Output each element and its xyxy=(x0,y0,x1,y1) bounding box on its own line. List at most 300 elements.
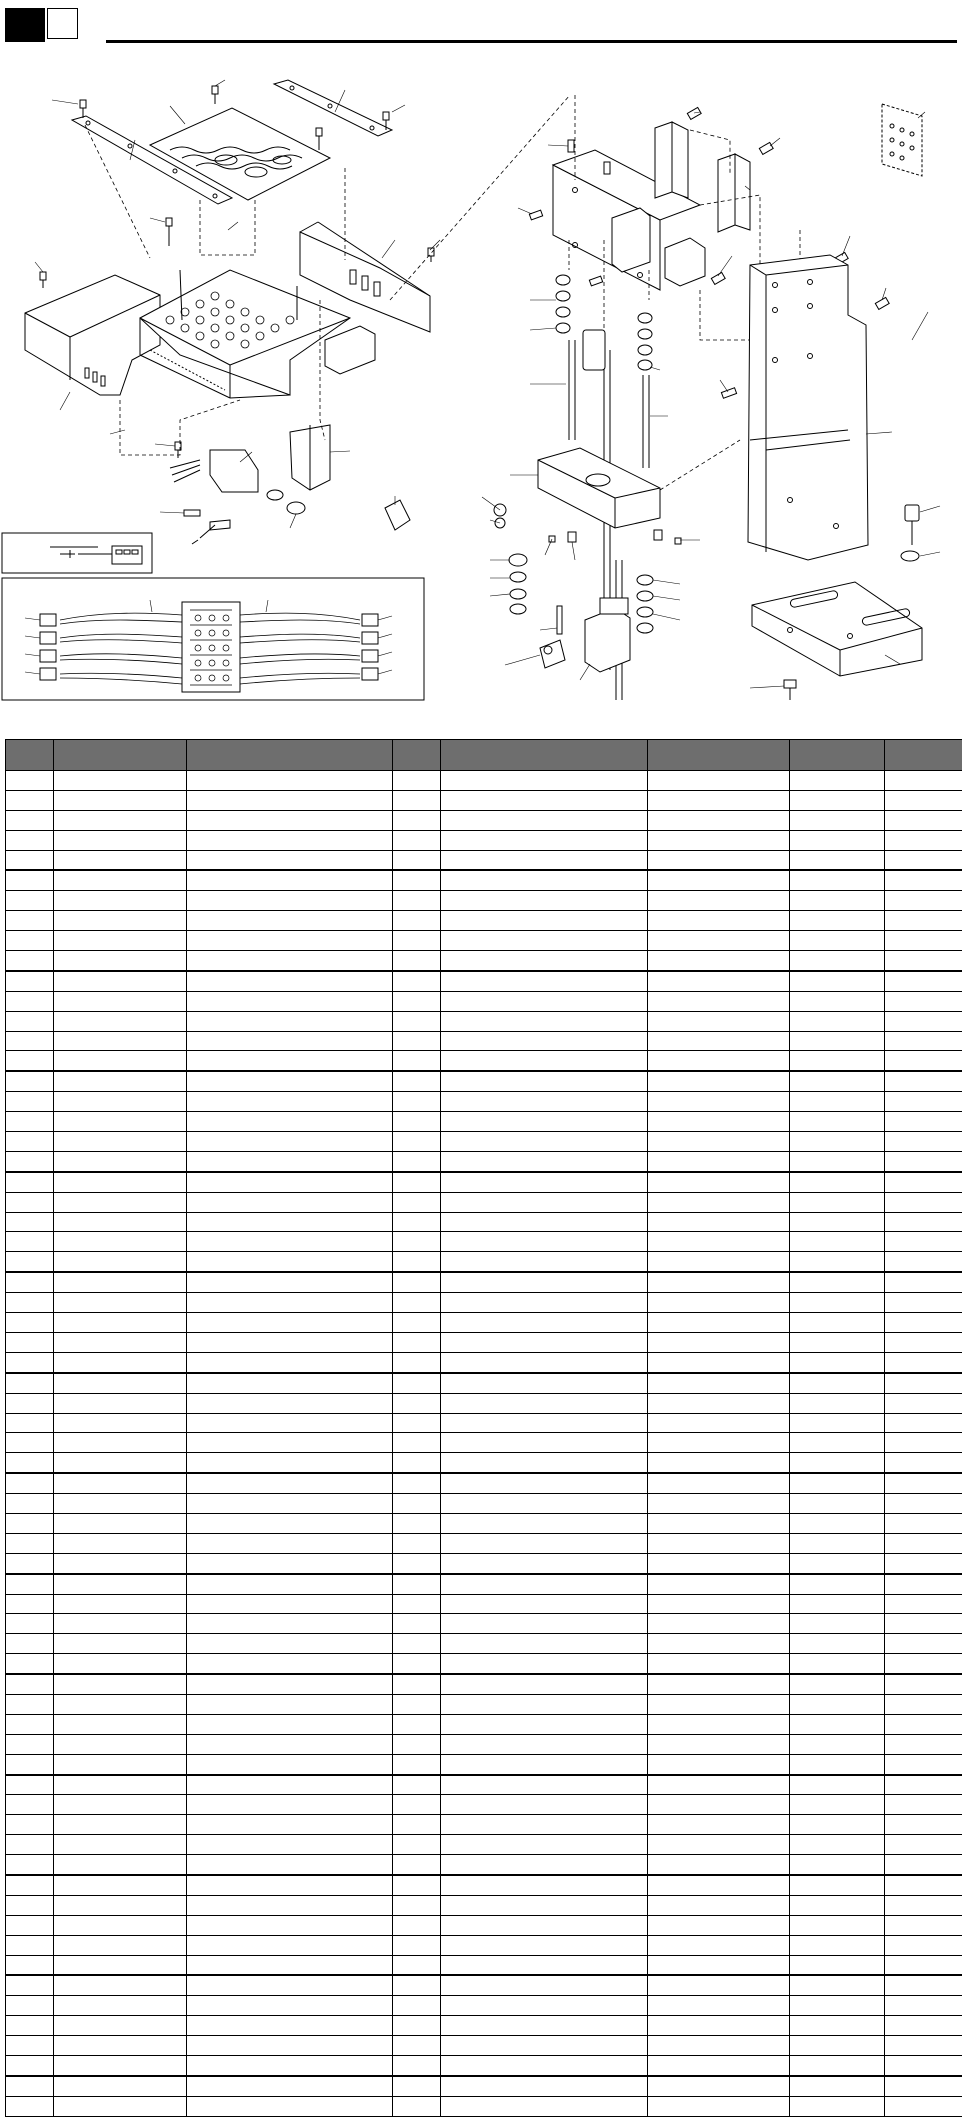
table-cell xyxy=(393,1132,441,1152)
table-row xyxy=(6,2056,962,2076)
table-cell xyxy=(6,1996,54,2016)
table-cell xyxy=(6,1574,54,1594)
table-cell xyxy=(187,1092,393,1112)
table-cell xyxy=(393,1594,441,1614)
cover-plate xyxy=(150,108,330,200)
table-cell xyxy=(790,2036,885,2056)
table-cell xyxy=(885,1594,962,1614)
table-cell xyxy=(885,931,962,951)
table-cell xyxy=(393,1373,441,1393)
table-cell xyxy=(6,1634,54,1654)
table-cell xyxy=(648,1112,790,1132)
table-row xyxy=(6,1935,962,1955)
col-header-8 xyxy=(885,740,962,771)
table-row xyxy=(6,1293,962,1313)
table-cell xyxy=(441,1313,648,1333)
table-cell xyxy=(54,1754,187,1774)
table-cell xyxy=(54,1574,187,1594)
table-cell xyxy=(441,1754,648,1774)
table-cell xyxy=(648,790,790,810)
table-cell xyxy=(885,991,962,1011)
table-cell xyxy=(6,1473,54,1493)
table-cell xyxy=(187,1915,393,1935)
table-cell xyxy=(393,1674,441,1694)
table-cell xyxy=(54,2056,187,2076)
table-cell xyxy=(393,1413,441,1433)
table-cell xyxy=(790,1192,885,1212)
table-cell xyxy=(441,1051,648,1071)
table-cell xyxy=(648,1232,790,1252)
table-cell xyxy=(790,891,885,911)
table-cell xyxy=(648,1413,790,1433)
table-cell xyxy=(885,1473,962,1493)
table-cell xyxy=(790,2056,885,2076)
table-cell xyxy=(885,971,962,991)
table-cell xyxy=(648,1071,790,1091)
table-cell xyxy=(790,1051,885,1071)
table-row xyxy=(6,1494,962,1514)
table-cell xyxy=(54,911,187,931)
table-cell xyxy=(885,870,962,890)
table-cell xyxy=(648,830,790,850)
table-cell xyxy=(648,951,790,971)
table-cell xyxy=(187,1413,393,1433)
table-cell xyxy=(885,1092,962,1112)
table-cell xyxy=(393,790,441,810)
table-cell xyxy=(187,2016,393,2036)
table-cell xyxy=(441,1293,648,1313)
table-cell xyxy=(393,1654,441,1674)
table-cell xyxy=(393,2056,441,2076)
table-cell xyxy=(393,1092,441,1112)
table-cell xyxy=(6,2076,54,2096)
table-cell xyxy=(6,771,54,791)
table-cell xyxy=(441,1232,648,1252)
table-cell xyxy=(54,850,187,870)
table-row xyxy=(6,1151,962,1171)
table-cell xyxy=(441,1393,648,1413)
table-cell xyxy=(54,830,187,850)
table-cell xyxy=(885,1955,962,1975)
table-cell xyxy=(885,1272,962,1292)
table-row xyxy=(6,1694,962,1714)
table-cell xyxy=(441,1332,648,1352)
table-cell xyxy=(187,1594,393,1614)
table-cell xyxy=(648,1694,790,1714)
table-cell xyxy=(648,1533,790,1553)
table-cell xyxy=(441,1614,648,1634)
table-cell xyxy=(441,1634,648,1654)
table-cell xyxy=(441,1674,648,1694)
table-cell xyxy=(648,1734,790,1754)
col-header-6 xyxy=(648,740,790,771)
table-cell xyxy=(648,1553,790,1573)
parts-table-body xyxy=(6,771,962,2117)
table-cell xyxy=(6,991,54,1011)
table-row xyxy=(6,1252,962,1272)
table-cell xyxy=(648,1172,790,1192)
table-cell xyxy=(187,1453,393,1473)
table-cell xyxy=(790,1132,885,1152)
table-cell xyxy=(790,1011,885,1031)
table-cell xyxy=(441,1996,648,2016)
table-cell xyxy=(441,1252,648,1272)
table-cell xyxy=(441,1553,648,1573)
table-cell xyxy=(885,1975,962,1995)
table-cell xyxy=(6,1172,54,1192)
table-cell xyxy=(441,771,648,791)
table-cell xyxy=(790,1252,885,1272)
table-cell xyxy=(393,1754,441,1774)
table-cell xyxy=(648,1775,790,1795)
table-cell xyxy=(187,1433,393,1453)
table-cell xyxy=(393,810,441,830)
table-cell xyxy=(790,931,885,951)
table-cell xyxy=(648,931,790,951)
table-cell xyxy=(54,870,187,890)
table-cell xyxy=(441,1654,648,1674)
table-cell xyxy=(441,1172,648,1192)
table-cell xyxy=(6,1433,54,1453)
table-cell xyxy=(648,911,790,931)
table-cell xyxy=(187,1574,393,1594)
table-cell xyxy=(885,891,962,911)
table-cell xyxy=(393,1775,441,1795)
table-cell xyxy=(6,1775,54,1795)
table-cell xyxy=(885,1132,962,1152)
table-cell xyxy=(790,870,885,890)
table-cell xyxy=(648,1192,790,1212)
table-cell xyxy=(54,1433,187,1453)
table-cell xyxy=(885,1071,962,1091)
table-cell xyxy=(54,1453,187,1473)
table-cell xyxy=(54,2016,187,2036)
table-cell xyxy=(885,771,962,791)
table-cell xyxy=(54,1112,187,1132)
table-row xyxy=(6,1975,962,1995)
table-cell xyxy=(187,1373,393,1393)
table-cell xyxy=(790,991,885,1011)
table-cell xyxy=(441,1011,648,1031)
table-cell xyxy=(6,2036,54,2056)
table-cell xyxy=(441,1815,648,1835)
table-cell xyxy=(6,1092,54,1112)
table-cell xyxy=(790,1614,885,1634)
table-row xyxy=(6,1795,962,1815)
table-row xyxy=(6,1031,962,1051)
table-cell xyxy=(790,771,885,791)
table-cell xyxy=(648,1875,790,1895)
table-cell xyxy=(790,1935,885,1955)
table-cell xyxy=(790,1373,885,1393)
table-row xyxy=(6,1373,962,1393)
table-cell xyxy=(441,1875,648,1895)
table-cell xyxy=(790,2016,885,2036)
table-cell xyxy=(648,1373,790,1393)
table-cell xyxy=(648,1935,790,1955)
table-cell xyxy=(648,1674,790,1694)
table-cell xyxy=(393,1513,441,1533)
table-cell xyxy=(441,1975,648,1995)
table-cell xyxy=(6,830,54,850)
table-cell xyxy=(885,850,962,870)
table-cell xyxy=(393,1694,441,1714)
table-cell xyxy=(790,1654,885,1674)
table-cell xyxy=(54,2096,187,2116)
table-cell xyxy=(54,931,187,951)
table-cell xyxy=(648,1473,790,1493)
table-cell xyxy=(393,1232,441,1252)
table-row xyxy=(6,1533,962,1553)
label-sticker xyxy=(882,104,922,176)
table-cell xyxy=(54,1393,187,1413)
table-cell xyxy=(790,1875,885,1895)
table-cell xyxy=(441,790,648,810)
table-row xyxy=(6,1352,962,1372)
table-row xyxy=(6,870,962,890)
table-cell xyxy=(187,1714,393,1734)
table-cell xyxy=(441,1574,648,1594)
table-row xyxy=(6,931,962,951)
table-cell xyxy=(54,2036,187,2056)
table-cell xyxy=(648,810,790,830)
table-cell xyxy=(648,771,790,791)
table-cell xyxy=(54,1855,187,1875)
table-cell xyxy=(6,2056,54,2076)
table-cell xyxy=(393,951,441,971)
table-cell xyxy=(790,1092,885,1112)
table-row xyxy=(6,891,962,911)
table-cell xyxy=(187,771,393,791)
table-row xyxy=(6,1915,962,1935)
table-cell xyxy=(885,1313,962,1333)
wiring-inset-panel xyxy=(2,533,152,573)
table-cell xyxy=(648,1393,790,1413)
table-cell xyxy=(54,1252,187,1272)
table-cell xyxy=(393,1112,441,1132)
table-cell xyxy=(393,1473,441,1493)
table-row xyxy=(6,1112,962,1132)
table-cell xyxy=(6,911,54,931)
table-cell xyxy=(393,2036,441,2056)
table-row xyxy=(6,951,962,971)
table-cell xyxy=(187,1815,393,1835)
table-cell xyxy=(187,870,393,890)
table-cell xyxy=(790,1533,885,1553)
table-cell xyxy=(393,1151,441,1171)
table-cell xyxy=(187,1051,393,1071)
exploded-parts-view xyxy=(0,60,962,705)
table-cell xyxy=(393,1734,441,1754)
table-row xyxy=(6,1654,962,1674)
table-cell xyxy=(187,1533,393,1553)
table-cell xyxy=(187,1975,393,1995)
table-cell xyxy=(187,931,393,951)
table-cell xyxy=(6,1915,54,1935)
table-cell xyxy=(441,991,648,1011)
table-cell xyxy=(441,1734,648,1754)
table-cell xyxy=(393,850,441,870)
table-cell xyxy=(187,1634,393,1654)
table-cell xyxy=(54,951,187,971)
table-cell xyxy=(6,1815,54,1835)
table-cell xyxy=(885,1855,962,1875)
table-cell xyxy=(648,971,790,991)
table-cell xyxy=(6,1694,54,1714)
table-cell xyxy=(54,1473,187,1493)
table-cell xyxy=(441,1935,648,1955)
table-cell xyxy=(187,1352,393,1372)
table-cell xyxy=(393,1252,441,1272)
table-cell xyxy=(54,1996,187,2016)
table-row xyxy=(6,2016,962,2036)
table-cell xyxy=(885,1654,962,1674)
table-cell xyxy=(885,1996,962,2016)
table-cell xyxy=(790,1835,885,1855)
table-cell xyxy=(187,911,393,931)
table-cell xyxy=(441,1092,648,1112)
table-cell xyxy=(187,2056,393,2076)
table-cell xyxy=(54,1212,187,1232)
table-cell xyxy=(6,1011,54,1031)
table-cell xyxy=(187,951,393,971)
table-row xyxy=(6,911,962,931)
table-cell xyxy=(393,1835,441,1855)
table-cell xyxy=(885,1112,962,1132)
table-cell xyxy=(790,1714,885,1734)
table-cell xyxy=(648,1915,790,1935)
table-cell xyxy=(393,1975,441,1995)
table-row xyxy=(6,1553,962,1573)
table-cell xyxy=(648,1895,790,1915)
table-cell xyxy=(441,1272,648,1292)
table-cell xyxy=(790,1574,885,1594)
table-cell xyxy=(54,1192,187,1212)
table-cell xyxy=(648,1654,790,1674)
table-cell xyxy=(648,1815,790,1835)
table-cell xyxy=(885,830,962,850)
table-cell xyxy=(441,1352,648,1372)
table-cell xyxy=(885,1714,962,1734)
table-row xyxy=(6,1815,962,1835)
table-cell xyxy=(885,1915,962,1935)
table-cell xyxy=(54,891,187,911)
table-cell xyxy=(885,1775,962,1795)
table-cell xyxy=(393,1634,441,1654)
cylinder-unit xyxy=(540,598,630,672)
column-plate xyxy=(748,255,868,560)
table-cell xyxy=(54,771,187,791)
table-cell xyxy=(6,1594,54,1614)
table-cell xyxy=(648,1855,790,1875)
col-header-7 xyxy=(790,740,885,771)
table-cell xyxy=(885,1373,962,1393)
table-cell xyxy=(441,1151,648,1171)
table-cell xyxy=(441,1895,648,1915)
table-cell xyxy=(790,1413,885,1433)
table-cell xyxy=(885,1553,962,1573)
section-marker-box xyxy=(47,8,78,39)
table-cell xyxy=(54,1714,187,1734)
table-row xyxy=(6,1092,962,1112)
table-cell xyxy=(6,1313,54,1333)
table-cell xyxy=(790,1553,885,1573)
table-cell xyxy=(393,971,441,991)
table-row xyxy=(6,2076,962,2096)
col-header-3 xyxy=(187,740,393,771)
table-cell xyxy=(441,931,648,951)
table-cell xyxy=(441,1494,648,1514)
table-cell xyxy=(393,1332,441,1352)
table-cell xyxy=(885,1151,962,1171)
table-row xyxy=(6,830,962,850)
table-row xyxy=(6,1594,962,1614)
table-cell xyxy=(6,1714,54,1734)
table-row xyxy=(6,1212,962,1232)
table-cell xyxy=(885,1795,962,1815)
table-cell xyxy=(441,1413,648,1433)
table-cell xyxy=(187,1935,393,1955)
table-cell xyxy=(790,1795,885,1815)
table-cell xyxy=(187,1795,393,1815)
table-cell xyxy=(885,1674,962,1694)
table-cell xyxy=(790,1212,885,1232)
table-cell xyxy=(441,1071,648,1091)
table-cell xyxy=(6,1835,54,1855)
table-cell xyxy=(187,1654,393,1674)
table-row xyxy=(6,1011,962,1031)
table-cell xyxy=(393,1352,441,1372)
table-cell xyxy=(441,2036,648,2056)
table-cell xyxy=(648,1754,790,1774)
table-cell xyxy=(441,1192,648,1212)
table-cell xyxy=(885,1232,962,1252)
table-cell xyxy=(187,991,393,1011)
table-cell xyxy=(54,1775,187,1795)
table-cell xyxy=(54,1293,187,1313)
table-cell xyxy=(790,1453,885,1473)
table-row xyxy=(6,1775,962,1795)
table-cell xyxy=(790,1473,885,1493)
table-cell xyxy=(393,1453,441,1473)
table-cell xyxy=(187,1996,393,2016)
table-cell xyxy=(790,810,885,830)
table-row xyxy=(6,1714,962,1734)
table-cell xyxy=(54,1513,187,1533)
table-cell xyxy=(6,810,54,830)
table-cell xyxy=(393,1795,441,1815)
table-cell xyxy=(648,1996,790,2016)
table-cell xyxy=(54,1614,187,1634)
table-cell xyxy=(6,1855,54,1875)
table-cell xyxy=(6,1754,54,1774)
table-cell xyxy=(441,1594,648,1614)
table-cell xyxy=(54,1533,187,1553)
table-cell xyxy=(648,1714,790,1734)
table-cell xyxy=(393,1212,441,1232)
table-cell xyxy=(648,1031,790,1051)
table-cell xyxy=(187,2076,393,2096)
table-cell xyxy=(54,1071,187,1091)
table-cell xyxy=(441,1373,648,1393)
table-cell xyxy=(187,1293,393,1313)
table-cell xyxy=(441,1132,648,1152)
table-cell xyxy=(790,1494,885,1514)
table-cell xyxy=(790,1232,885,1252)
table-cell xyxy=(393,1574,441,1594)
table-cell xyxy=(790,1594,885,1614)
table-cell xyxy=(6,1252,54,1272)
